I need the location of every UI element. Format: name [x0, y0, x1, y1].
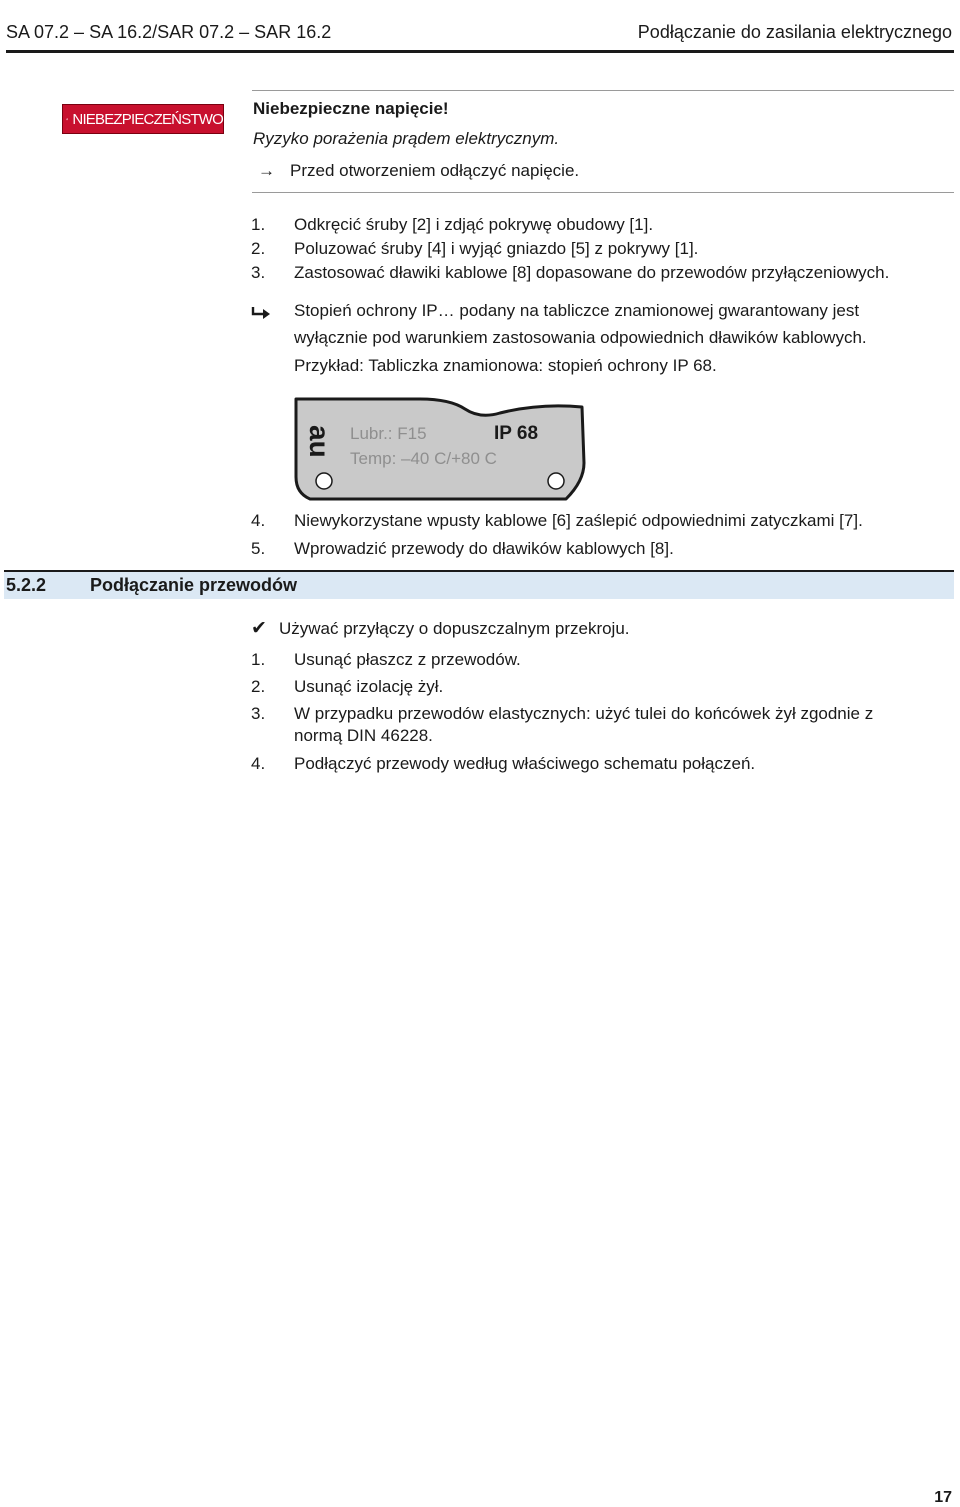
- step-text: Usunąć płaszcz z przewodów.: [294, 649, 521, 671]
- requirement-text: Używać przyłączy o dopuszczalnym przekroju.: [279, 618, 630, 640]
- step-number: 1.: [251, 214, 265, 236]
- header-rule: [6, 50, 954, 53]
- warning-action: Przed otworzeniem odłączyć napięcie.: [290, 160, 579, 182]
- step-text: Odkręcić śruby [2] i zdjąć pokrywę obudowy [1].: [294, 214, 653, 236]
- step-text: Poluzować śruby [4] i wyjąć gniazdo [5] z pokrywy [1].: [294, 238, 698, 260]
- step-text: Podłączyć przewody według właściwego schematu połączeń.: [294, 753, 755, 775]
- nameplate-illustration: [290, 393, 590, 505]
- step-text-continued: normą DIN 46228.: [294, 725, 433, 747]
- steps-list-b: [0, 510, 960, 562]
- info-line-2: wyłącznie pod warunkiem zastosowania odpowiednich dławików kablowych.: [294, 327, 867, 349]
- nameplate-ip: IP 68: [494, 423, 538, 444]
- step-number: 3.: [251, 262, 265, 284]
- arrow-right-icon: →: [258, 160, 275, 182]
- section-title: Podłączanie przewodów: [90, 575, 297, 595]
- step-text: Wprowadzić przewody do dławików kablowych [8].: [294, 538, 674, 560]
- step-number: 2.: [251, 238, 265, 260]
- list-item: [0, 238, 960, 262]
- step-text: Niewykorzystane wpusty kablowe [6] zaślepić odpowiednimi zatyczkami [7].: [294, 510, 863, 532]
- list-item: [0, 510, 960, 538]
- danger-badge: [62, 104, 224, 134]
- step-text: Zastosować dławiki kablowe [8] dopasowane do przewodów przyłączeniowych.: [294, 262, 889, 284]
- list-item: [0, 676, 960, 703]
- danger-badge-label: NIEBEZPIECZEŃSTWO: [72, 111, 223, 128]
- nameplate-logo: au: [304, 425, 335, 458]
- info-line-1: Stopień ochrony IP… podany na tabliczce znamionowej gwarantowany jest: [294, 300, 859, 322]
- header-document-title: SA 07.2 – SA 16.2/SAR 07.2 – SAR 16.2: [6, 22, 331, 43]
- section-number: 5.2.2: [6, 575, 90, 596]
- step-text: Usunąć izolację żył.: [294, 676, 443, 698]
- warning-title: Niebezpieczne napięcie!: [253, 98, 449, 120]
- step-number: 5.: [251, 538, 265, 560]
- warning-triangle-icon: [66, 105, 68, 133]
- warning-bottom-rule: [252, 192, 954, 193]
- info-line-3: Przykład: Tabliczka znamionowa: stopień ochrony IP 68.: [294, 355, 717, 377]
- list-item: [0, 703, 960, 753]
- nameplate-temp: Temp: –40 C/+80 C: [350, 449, 497, 468]
- list-item: [0, 753, 960, 777]
- step-number: 4.: [251, 753, 265, 775]
- steps-list-c: [0, 649, 960, 777]
- header-chapter-title: Podłączanie do zasilania elektrycznego: [638, 22, 952, 43]
- list-item: [0, 262, 960, 286]
- warning-subtitle: Ryzyko porażenia prądem elektrycznym.: [253, 128, 559, 150]
- list-item: [0, 649, 960, 676]
- check-icon: ✔: [251, 618, 267, 640]
- section-heading: [6, 575, 297, 596]
- page-number: 17: [934, 1489, 952, 1507]
- list-item: [0, 538, 960, 562]
- step-number: 4.: [251, 510, 265, 532]
- step-text: W przypadku przewodów elastycznych: użyć tulei do końcówek żył zgodnie z: [294, 703, 873, 725]
- section-rule: [4, 570, 954, 572]
- warning-top-rule: [252, 90, 954, 91]
- step-number: 3.: [251, 703, 265, 725]
- nameplate-lubr: Lubr.: F15: [350, 424, 427, 443]
- step-number: 1.: [251, 649, 265, 671]
- list-item: [0, 214, 960, 238]
- step-number: 2.: [251, 676, 265, 698]
- arrow-hook-icon: [251, 305, 271, 321]
- steps-list-a: [0, 214, 960, 286]
